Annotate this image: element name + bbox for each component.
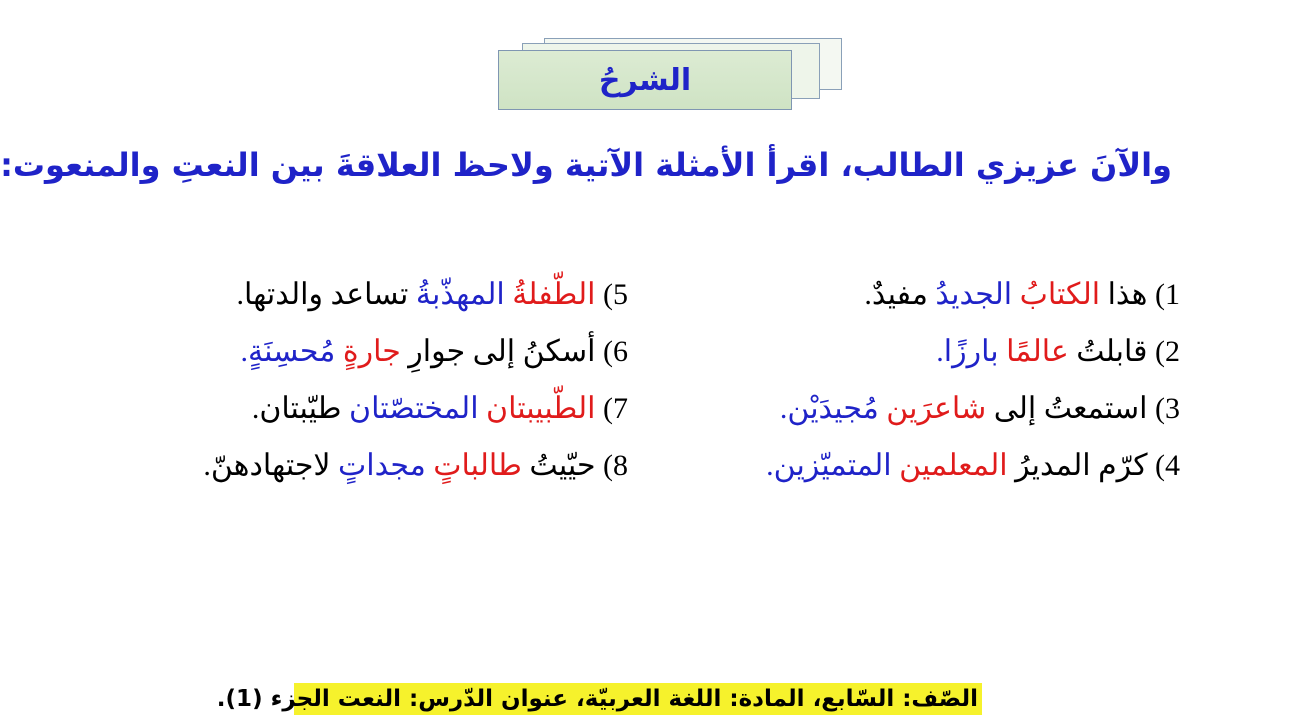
example-text: أسكنُ إلى جوارِ — [408, 335, 596, 368]
adjective-word: المختصّتان — [349, 392, 479, 425]
example-number: 3) — [1155, 392, 1180, 425]
example-number: 8) — [603, 449, 628, 482]
adjective-word: بارزًا. — [936, 335, 999, 368]
noun-word: عالمًا — [1006, 335, 1069, 368]
noun-word: الطّفلةُ — [512, 278, 596, 311]
example-item — [158, 327, 628, 384]
example-item — [710, 327, 1180, 384]
example-text: لاجتهادهنّ. — [203, 449, 331, 482]
noun-word: جارةٍ — [342, 335, 401, 368]
adjective-word: مُجيدَيْن. — [779, 392, 879, 425]
example-number: 1) — [1155, 278, 1180, 311]
example-item — [710, 441, 1180, 498]
example-text: قابلتُ — [1076, 335, 1148, 368]
example-text: هذا — [1107, 278, 1148, 311]
adjective-word: الجديدُ — [935, 278, 1013, 311]
example-text: حيّيتُ — [529, 449, 596, 482]
adjective-word: المتميّزين. — [766, 449, 892, 482]
noun-word: طالباتٍ — [433, 449, 522, 482]
example-item — [158, 270, 628, 327]
noun-word: الطّبيبتان — [486, 392, 596, 425]
example-text: طيّبتان. — [251, 392, 342, 425]
example-text: مفيدٌ. — [864, 278, 928, 311]
example-text: تساعد والدتها. — [236, 278, 409, 311]
example-item — [158, 384, 628, 441]
examples-column-right — [710, 270, 1180, 498]
example-number: 7) — [603, 392, 628, 425]
noun-word: الكتابُ — [1019, 278, 1101, 311]
intro-instruction: والآنَ عزيزي الطالب، اقرأ الأمثلة الآتية ولاحظ العلاقةَ بين النعتِ والمنعوت: — [0, 146, 1172, 184]
example-item — [158, 441, 628, 498]
examples-column-left — [158, 270, 628, 498]
example-text: كرّم المديرُ — [1015, 449, 1148, 482]
example-number: 6) — [603, 335, 628, 368]
example-number: 5) — [603, 278, 628, 311]
noun-word: شاعرَين — [886, 392, 987, 425]
adjective-word: مجداتٍ — [338, 449, 426, 482]
example-number: 2) — [1155, 335, 1180, 368]
example-item — [710, 384, 1180, 441]
noun-word: المعلمين — [899, 449, 1008, 482]
page-title: الشرحُ — [598, 62, 692, 98]
title-card — [498, 50, 792, 110]
example-text: استمعتُ إلى — [993, 392, 1148, 425]
adjective-word: مُحسِنَةٍ. — [240, 335, 336, 368]
title-card-stack — [498, 38, 840, 110]
lesson-info-footer: الصّف: السّابع، المادة: اللغة العربيّة، عنوان الدّرس: النعت الجزء (1). — [294, 683, 982, 715]
adjective-word: المهذّبةُ — [415, 278, 505, 311]
example-item — [710, 270, 1180, 327]
example-number: 4) — [1155, 449, 1180, 482]
